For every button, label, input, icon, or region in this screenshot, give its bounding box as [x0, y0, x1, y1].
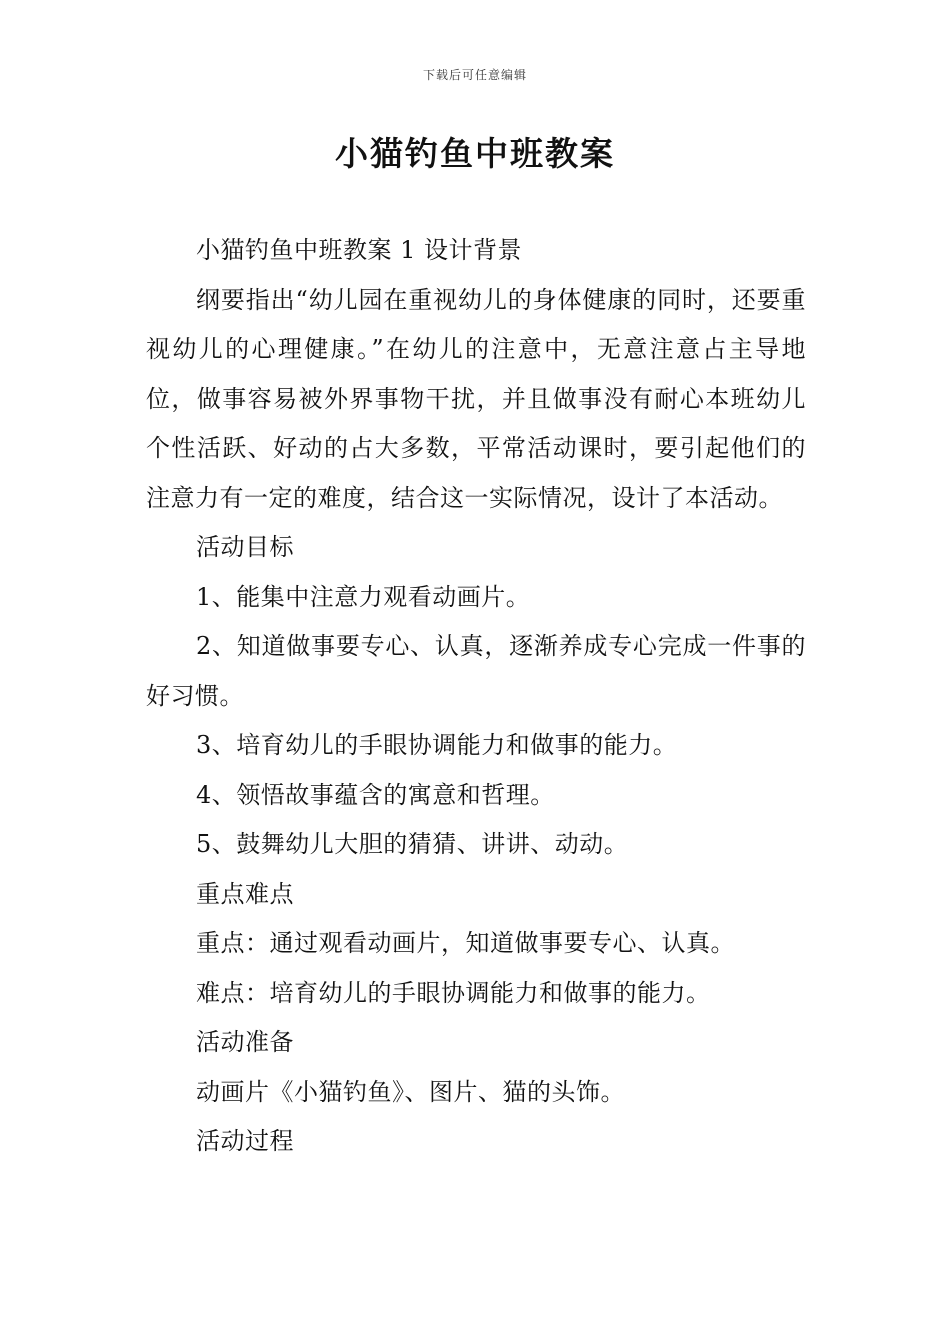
goal-item-4: 4、领悟故事蕴含的寓意和哲理。	[196, 780, 555, 809]
preparation-text: 动画片《小猫钓鱼》、图片、猫的头饰。	[196, 1077, 625, 1106]
section-heading-goals: 活动目标	[196, 533, 294, 561]
section-heading-key-points: 重点难点	[196, 879, 294, 908]
paragraph-background-text: 纲要指出“幼儿园在重视幼儿的身体健康的同时，还要重视幼儿的心理健康。”在幼儿的注意中，无意注意占主导地位，做事容易被外界事物干扰，并且做事没有耐心本班幼儿个性活跃、好动的占大多数，平常活动课时，要引起他们的注意力有一定的难度，结合这一实际情况，设计了本活动。	[146, 285, 806, 512]
key-point: 重点：通过观看动画片，知道做事要专心、认真。	[196, 929, 735, 957]
goal-item-2: 2、知道做事要专心、认真，逐渐养成专心完成一件事的好习惯。	[146, 632, 806, 710]
difficult-point: 难点：培育幼儿的手眼协调能力和做事的能力。	[196, 978, 711, 1007]
header-note: 下载后可任意编辑	[422, 68, 527, 82]
goal-item-1: 1、能集中注意力观看动画片。	[196, 582, 531, 611]
document-body	[146, 226, 806, 1167]
document-title: 小猫钓鱼中班教案	[335, 134, 615, 173]
paragraph-heading-background: 小猫钓鱼中班教案 1 设计背景	[196, 236, 523, 264]
section-heading-process: 活动过程	[196, 1127, 294, 1155]
goal-item-5: 5、鼓舞幼儿大胆的猜猜、讲讲、动动。	[196, 830, 629, 858]
goal-item-3: 3、培育幼儿的手眼协调能力和做事的能力。	[196, 731, 678, 759]
section-heading-preparation: 活动准备	[196, 1028, 294, 1056]
